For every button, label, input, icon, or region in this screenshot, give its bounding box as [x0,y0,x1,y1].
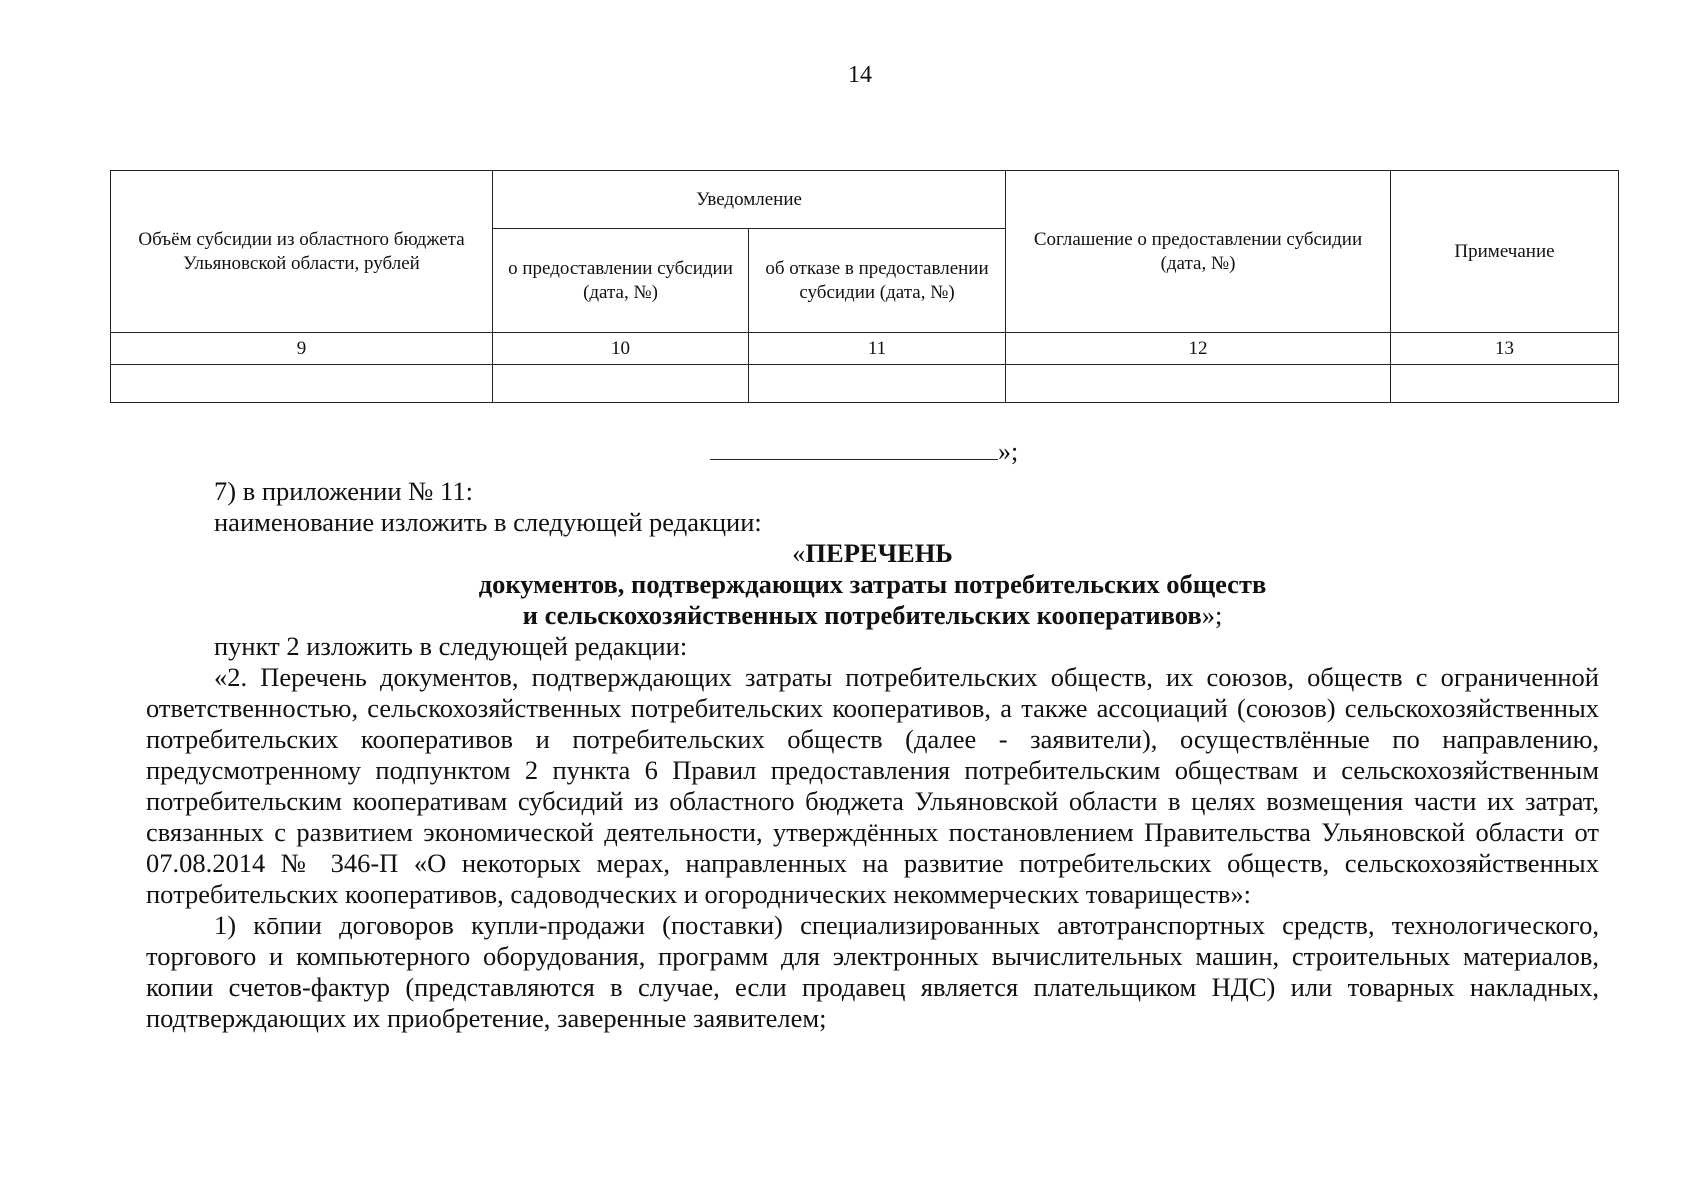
notice-header: Уведомление [493,171,1006,229]
subitem-1: 1) кōпии договоров купли-продажи (поставки) специализированных автотранспортных средств, технологического, торгового и компьютерного оборудования, программ для электронных вычислительных машин, строительных материалов, копии счетов-фактур (представляются в случае, если продавец является плательщиком НДС) или товарных накладных, подтверждающих их приобретение, заверенные заявителем; [146,910,1599,1033]
subsidy-register-table [110,170,1619,403]
column-number-11: 11 [749,333,1006,365]
title-line-1 [146,538,1599,569]
closing-mark [710,437,1018,467]
column-number-13: 13 [1391,333,1619,365]
point-2-body: «2. Перечень документов, подтверждающих затраты потребительских обществ, их союзов, обществ с ограниченной ответственностью, сельскохозяйственных потребительских кооперативов, а также ассоциаций (союзов) сельскохозяйственных потребительских кооперативов и потребительских обществ (далее - заявители), осуществлённые по направлению, предусмотренному подпунктом 2 пункта 6 Правил предоставления потребительским обществам и сельскохозяйственным потребительским кооперативам субсидий из областного бюджета Ульяновской области в целях возмещения части их затрат, связанных с развитием экономической деятельности, утверждённых постановлением Правительства Ульяновской области от 07.08.2014 № 346-П «О некоторых мерах, направленных на развитие потребительских обществ, сельскохозяйственных потребительских кооперативов, садоводческих и огороднических некоммерческих товариществ»: [146,662,1599,909]
title-word: ПЕРЕЧЕНЬ [805,538,953,568]
title-close: »; [1201,600,1223,630]
page-number: 14 [848,62,872,88]
empty-cell [493,365,749,403]
closing-quote: »; [998,437,1019,466]
note-header: Примечание [1391,171,1619,333]
column-number-12: 12 [1006,333,1391,365]
title-line-3-text: и сельскохозяйственных потребительских кооперативов [522,600,1202,630]
column-number-9: 9 [111,333,493,365]
empty-cell [111,365,493,403]
closing-rule [710,439,998,460]
title-line-2: документов, подтверждающих затраты потребительских обществ [478,569,1267,599]
title-open-quote: « [792,538,806,568]
column-number-10: 10 [493,333,749,365]
item-7: 7) в приложении № 11: [214,476,473,506]
empty-cell [1006,365,1391,403]
empty-cell [749,365,1006,403]
notice-refusal-header: об отказе в предоставлении субсидии (дата, №) [749,229,1006,333]
name-intro: наименование изложить в следующей редакции: [214,507,762,537]
point-2-intro: пункт 2 изложить в следующей редакции: [214,631,688,661]
title-line-3 [146,600,1599,631]
notice-grant-header: о предоставлении субсидии (дата, №) [493,229,749,333]
empty-cell [1391,365,1619,403]
volume-header: Объём субсидии из областного бюджета Ульяновской области, рублей [111,171,493,333]
document-body [146,476,1599,1034]
agreement-header: Соглашение о предоставлении субсидии (дата, №) [1006,171,1391,333]
